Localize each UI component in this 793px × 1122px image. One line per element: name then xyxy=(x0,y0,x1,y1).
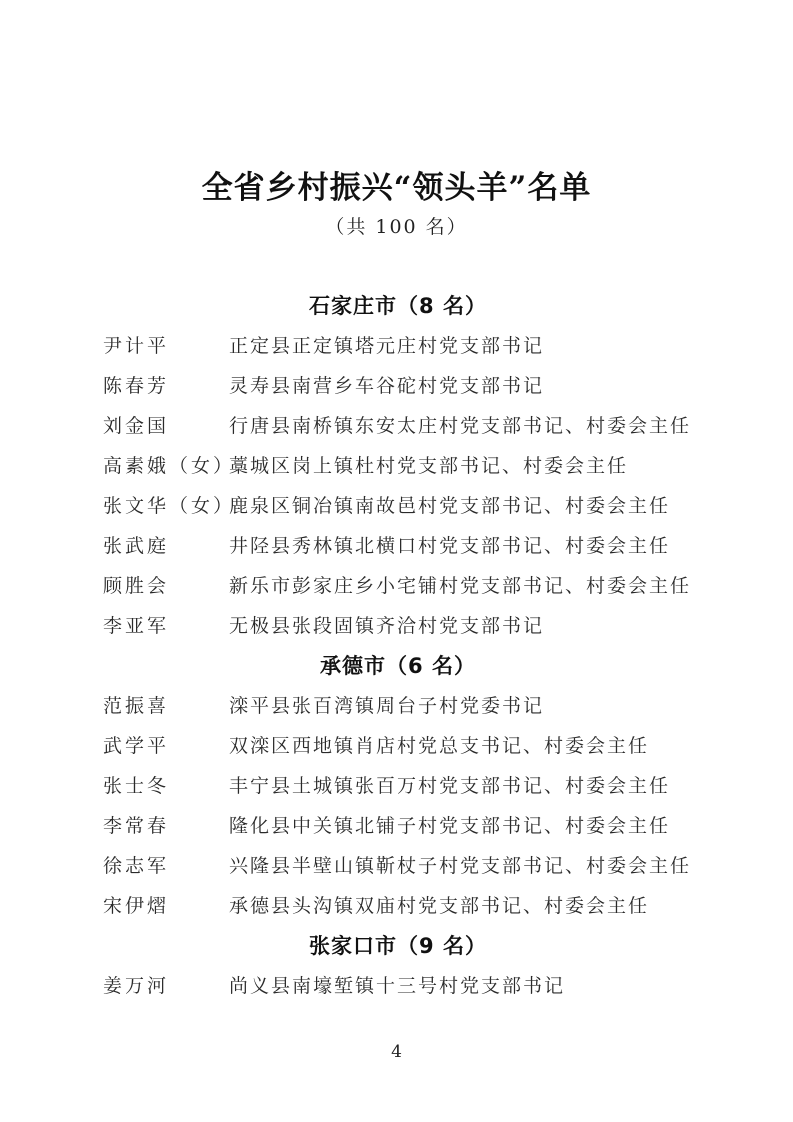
list-item xyxy=(103,606,723,646)
person-name: 刘金国 xyxy=(103,415,170,437)
person-position: 行唐县南桥镇东安太庄村党支部书记、村委会主任 xyxy=(229,415,692,437)
list-item xyxy=(103,486,723,526)
person-position: 藁城区岗上镇杜村党支部书记、村委会主任 xyxy=(229,455,629,477)
person-name: 李亚军 xyxy=(103,615,170,637)
person-name: 尹计平 xyxy=(103,335,170,357)
list-item xyxy=(103,766,723,806)
document-title: 全省乡村振兴“领头羊”名单 xyxy=(201,170,592,206)
person-name: 张文华（女） xyxy=(103,495,236,517)
list-item xyxy=(103,806,723,846)
section-heading-zhangjiakou: 张家口市（9 名） xyxy=(309,934,487,958)
person-position: 正定县正定镇塔元庄村党支部书记 xyxy=(229,335,545,357)
person-name: 李常春 xyxy=(103,815,170,837)
person-position: 隆化县中关镇北铺子村党支部书记、村委会主任 xyxy=(229,815,671,837)
person-position: 滦平县张百湾镇周台子村党委书记 xyxy=(229,695,545,717)
list-item xyxy=(103,886,723,926)
person-name: 高素娥（女） xyxy=(103,455,236,477)
person-name: 张士冬 xyxy=(103,775,170,797)
person-name: 陈春芳 xyxy=(103,375,170,397)
document-subtitle: （共 100 名） xyxy=(325,216,468,238)
person-position: 新乐市彭家庄乡小宅铺村党支部书记、村委会主任 xyxy=(229,575,692,597)
list-item xyxy=(103,526,723,566)
person-name: 徐志军 xyxy=(103,855,170,877)
person-position: 丰宁县土城镇张百万村党支部书记、村委会主任 xyxy=(229,775,671,797)
person-position: 兴隆县半壁山镇靳杖子村党支部书记、村委会主任 xyxy=(229,855,692,877)
person-position: 灵寿县南营乡车谷砣村党支部书记 xyxy=(229,375,545,397)
person-name: 姜万河 xyxy=(103,975,170,997)
section-heading-shijiazhuang: 石家庄市（8 名） xyxy=(309,294,487,318)
list-item xyxy=(103,966,723,1006)
person-position: 无极县张段固镇齐洽村党支部书记 xyxy=(229,615,545,637)
person-name: 顾胜会 xyxy=(103,575,170,597)
list-item xyxy=(103,566,723,606)
person-name: 范振喜 xyxy=(103,695,170,717)
list-item xyxy=(103,686,723,726)
list-item xyxy=(103,366,723,406)
page-number: 4 xyxy=(391,1042,402,1062)
person-position: 井陉县秀林镇北横口村党支部书记、村委会主任 xyxy=(229,535,671,557)
person-name: 宋伊熠 xyxy=(103,895,170,917)
person-position: 尚义县南壕堑镇十三号村党支部书记 xyxy=(229,975,566,997)
person-position: 承德县头沟镇双庙村党支部书记、村委会主任 xyxy=(229,895,650,917)
person-position: 双滦区西地镇肖店村党总支书记、村委会主任 xyxy=(229,735,650,757)
name-list xyxy=(103,286,723,1006)
person-name: 张武庭 xyxy=(103,535,170,557)
list-item xyxy=(103,846,723,886)
list-item xyxy=(103,726,723,766)
list-item xyxy=(103,406,723,446)
person-name: 武学平 xyxy=(103,735,170,757)
section-heading-chengde: 承德市（6 名） xyxy=(320,654,476,678)
person-position: 鹿泉区铜冶镇南故邑村党支部书记、村委会主任 xyxy=(229,495,671,517)
list-item xyxy=(103,446,723,486)
list-item xyxy=(103,326,723,366)
